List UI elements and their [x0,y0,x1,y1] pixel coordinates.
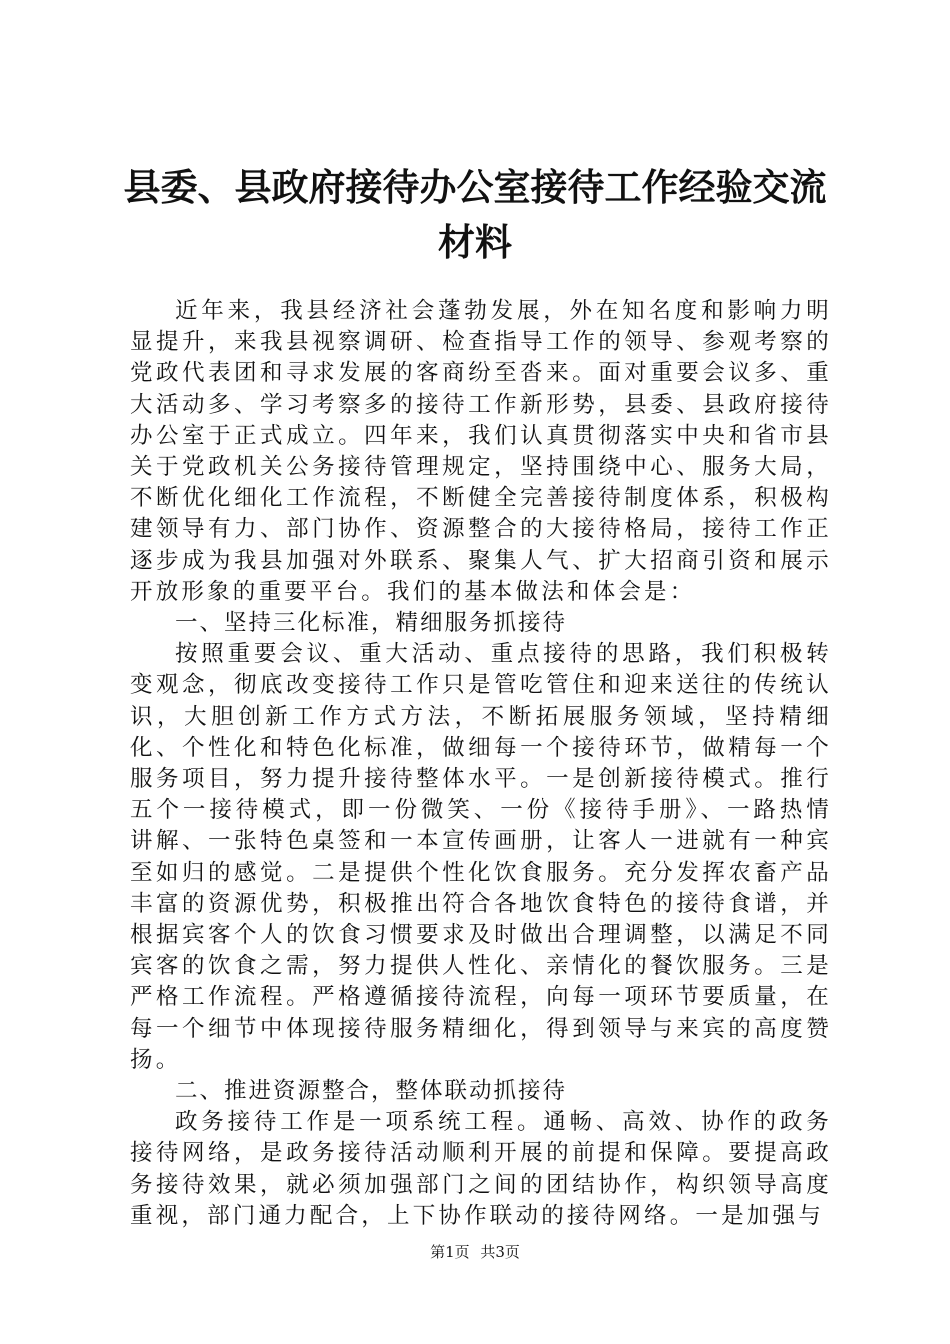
page-total: 共3页 [480,1243,520,1261]
page-number: 第1页 [430,1243,470,1261]
page-footer [0,1242,950,1262]
document-title: 县委、县政府接待办公室接待工作经验交流材料 [123,165,827,264]
paragraph-section-2: 政务接待工作是一项系统工程。通畅、高效、协作的政务接待网络，是政务接待活动顺利开展的前提和保障。要提高政务接待效果，就必须加强部门之间的团结协作，构织领导高度重视，部门通力配合，上下协作联动的接待网络。一是加强与 [130,1109,832,1229]
section-heading-2: 二、推进资源整合，整体联动抓接待 [175,1078,568,1105]
paragraph-section-1: 按照重要会议、重大活动、重点接待的思路，我们积极转变观念，彻底改变接待工作只是管吃管住和迎来送往的传统认识，大胆创新工作方式方法，不断拓展服务领域，坚持精细化、个性化和特色化标准，做细每一个接待环节，做精每一个服务项目，努力提升接待整体水平。一是创新接待模式。推行五个一接待模式，即一份微笑、一份《接待手册》、一路热情讲解、一张特色桌签和一本宣传画册，让客人一进就有一种宾至如归的感觉。二是提供个性化饮食服务。充分发挥农畜产品丰富的资源优势，积极推出符合各地饮食特色的接待食谱，并根据宾客个人的饮食习惯要求及时做出合理调整，以满足不同宾客的饮食之需，努力提供人性化、亲情化的餐饮服务。三是严格工作流程。严格遵循接待流程，向每一项环节要质量，在每一个细节中体现接待服务精细化，得到领导与来宾的高度赞扬。 [130,641,832,1073]
document-body [130,296,832,1232]
section-heading-1: 一、坚持三化标准，精细服务抓接待 [175,610,568,637]
paragraph-intro: 近年来，我县经济社会蓬勃发展，外在知名度和影响力明显提升，来我县视察调研、检查指导工作的领导、参观考察的党政代表团和寻求发展的客商纷至沓来。面对重要会议多、重大活动多、学习考察多的接待工作新形势，县委、县政府接待办公室于正式成立。四年来，我们认真贯彻落实中央和省市县关于党政机关公务接待管理规定，坚持围绕中心、服务大局，不断优化细化工作流程，不断健全完善接待制度体系，积极构建领导有力、部门协作、资源整合的大接待格局，接待工作正逐步成为我县加强对外联系、聚集人气、扩大招商引资和展示开放形象的重要平台。我们的基本做法和体会是： [130,298,832,605]
